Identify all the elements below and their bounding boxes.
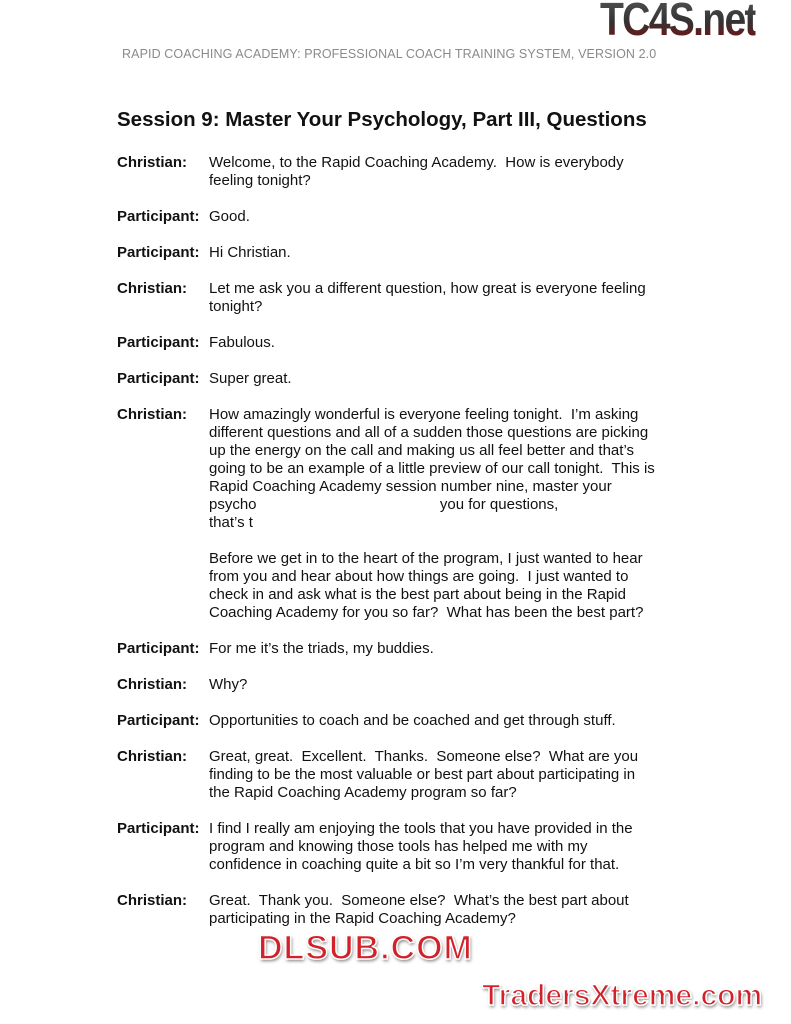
paragraph — [209, 748, 717, 802]
text-line: finding to be the most valuable or best part about participating in — [209, 766, 636, 783]
text-line: Why? — [209, 676, 248, 693]
text-line: going to be an example of a little preview of our call tonight. This is — [209, 460, 655, 477]
text-line: How amazingly wonderful is everyone feeling tonight. I’m asking — [209, 406, 639, 423]
entry-text — [209, 748, 717, 802]
paragraph — [209, 820, 717, 874]
entry-text — [209, 892, 717, 928]
entry-text — [209, 334, 717, 352]
tc4s-watermark-logo: TC4S.net — [600, 0, 756, 42]
text-line: that’s t — [209, 514, 253, 531]
entry-text — [209, 154, 717, 190]
speaker-label: Christian: — [117, 748, 188, 765]
text-line: participating in the Rapid Coaching Academy? — [209, 910, 516, 927]
transcript-entry — [117, 640, 717, 658]
entry-text — [209, 406, 717, 622]
text-line: Great. Thank you. Someone else? What’s the best part about — [209, 892, 629, 909]
entry-text — [209, 820, 717, 874]
transcript-entry — [117, 244, 717, 262]
transcript-entry — [117, 712, 717, 730]
speaker-label: Participant: — [117, 334, 200, 351]
paragraph — [209, 154, 717, 190]
text-line: I find I really am enjoying the tools that you have provided in the — [209, 820, 633, 837]
text-line: Let me ask you a different question, how great is everyone feeling — [209, 280, 646, 297]
dlsub-watermark: DLSUB.COM — [258, 929, 473, 967]
entry-text — [209, 280, 717, 316]
text-line: Welcome, to the Rapid Coaching Academy. How is everybody — [209, 154, 624, 171]
transcript-entry — [117, 334, 717, 352]
transcript-entry — [117, 820, 717, 874]
paragraph — [209, 676, 717, 694]
paragraph — [209, 640, 717, 658]
text-line: Super great. — [209, 370, 292, 387]
text-line: Good. — [209, 208, 250, 225]
paragraph — [209, 712, 717, 730]
entry-text — [209, 640, 717, 658]
paragraph — [209, 280, 717, 316]
text-line: Before we get in to the heart of the program, I just wanted to hear — [209, 550, 643, 567]
entry-text — [209, 676, 717, 694]
speaker-label: Christian: — [117, 154, 188, 171]
speaker-label: Participant: — [117, 244, 200, 261]
speaker-label: Christian: — [117, 676, 188, 693]
text-line: from you and hear about how things are going. I just wanted to — [209, 568, 629, 585]
speaker-label: Participant: — [117, 820, 200, 837]
speaker-label: Participant: — [117, 712, 200, 729]
speaker-label: Christian: — [117, 280, 188, 297]
transcript-entry — [117, 748, 717, 802]
text-line: Great, great. Excellent. Thanks. Someone else? What are you — [209, 748, 639, 765]
entry-text — [209, 244, 717, 262]
text-line: Opportunities to coach and be coached and get through stuff. — [209, 712, 616, 729]
text-line: the Rapid Coaching Academy program so far? — [209, 784, 517, 801]
paragraph — [209, 334, 717, 352]
tradersxtreme-watermark: TradersXtreme.com — [482, 979, 763, 1012]
transcript-entry — [117, 154, 717, 190]
text-line: program and knowing those tools has helped me with my — [209, 838, 588, 855]
speaker-label: Participant: — [117, 208, 200, 225]
text-line: tonight? — [209, 298, 263, 315]
paragraph — [209, 892, 717, 928]
speaker-label: Christian: — [117, 406, 188, 423]
entry-text — [209, 370, 717, 388]
text-line: different questions and all of a sudden those questions are picking — [209, 424, 649, 441]
paragraph — [209, 244, 717, 262]
paragraph — [209, 550, 717, 622]
text-line: feeling tonight? — [209, 172, 311, 189]
transcript-entry — [117, 892, 717, 928]
entry-text — [209, 712, 717, 730]
transcript-entry — [117, 280, 717, 316]
running-header: RAPID COACHING ACADEMY: PROFESSIONAL COACH TRAINING SYSTEM, VERSION 2.0 — [122, 47, 657, 61]
transcript — [117, 154, 717, 946]
text-line: Fabulous. — [209, 334, 275, 351]
transcript-entry — [117, 370, 717, 388]
text-line: up the energy on the call and making us all feel better and that’s — [209, 442, 635, 459]
text-line: Hi Christian. — [209, 244, 291, 261]
text-line: Rapid Coaching Academy session number nine, master your — [209, 478, 612, 495]
speaker-label: Christian: — [117, 892, 188, 909]
speaker-label: Participant: — [117, 640, 200, 657]
text-line: Coaching Academy for you so far? What has been the best part? — [209, 604, 644, 621]
text-line: For me it’s the triads, my buddies. — [209, 640, 434, 657]
text-line: confidence in coaching quite a bit so I’m very thankful for that. — [209, 856, 620, 873]
transcript-entry — [117, 406, 717, 622]
transcript-entry — [117, 208, 717, 226]
paragraph — [209, 406, 717, 532]
speaker-label: Participant: — [117, 370, 200, 387]
entry-text — [209, 208, 717, 226]
transcript-entry — [117, 676, 717, 694]
paragraph — [209, 208, 717, 226]
text-line: check in and ask what is the best part about being in the Rapid — [209, 586, 626, 603]
page-title: Session 9: Master Your Psychology, Part III, Questions — [117, 108, 647, 131]
text-line: psycho you for questions, — [209, 496, 559, 513]
paragraph — [209, 370, 717, 388]
